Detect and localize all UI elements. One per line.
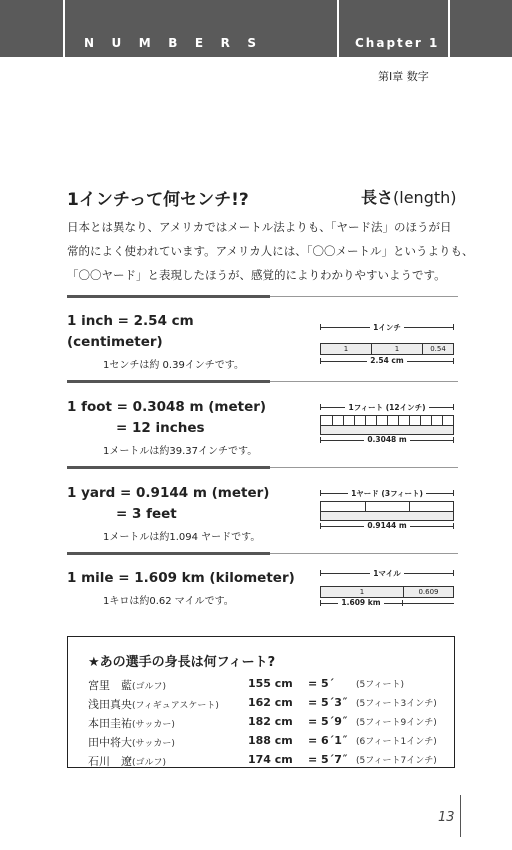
- diagram-top-label: 1マイル: [320, 568, 454, 579]
- foot-note: 1メートルは約39.37インチです。: [103, 446, 258, 457]
- mile-diagram: [320, 566, 454, 616]
- yard-equation: 1 yard = 0.9144 m (meter): [67, 485, 270, 501]
- ruler-tick: [387, 416, 388, 425]
- yard-note: 1メートルは約1.094 ヤードです。: [103, 532, 261, 543]
- header-divider: [63, 0, 65, 57]
- ruler-tick: [409, 416, 410, 425]
- athlete-sport: (フィギュアスケート): [132, 701, 219, 711]
- ruler-tick: [365, 502, 366, 511]
- section-divider-thick: [67, 380, 270, 383]
- topic-title: [361, 185, 457, 208]
- header-divider: [448, 0, 450, 57]
- scale-cell: 1: [343, 345, 349, 353]
- chapter-header-bar: [0, 0, 512, 57]
- diagram-scale-box: [320, 511, 454, 521]
- height-feet-jp: (5フィート7インチ): [356, 756, 437, 766]
- athlete-sport: (ゴルフ): [132, 758, 167, 768]
- height-cm: 174 cm: [248, 753, 293, 766]
- foot-equation: 1 foot = 0.3048 m (meter): [67, 399, 267, 415]
- header-divider: [337, 0, 339, 57]
- topic-title-main: 長さ: [361, 188, 394, 207]
- list-item: [88, 696, 448, 714]
- diagram-bottom-label: 2.54 cm: [320, 356, 454, 365]
- section-divider-thick: [67, 466, 270, 469]
- height-feet-jp: (5フィート9インチ): [356, 718, 437, 728]
- section-divider-thin: [270, 381, 458, 382]
- diagram-top-label: 1ヤード (3フィート): [320, 488, 454, 499]
- mile-note: 1キロは約0.62 マイルです。: [103, 596, 234, 607]
- diagram-top-label: 1インチ: [320, 322, 454, 333]
- diagram-tick: [402, 600, 403, 606]
- inch-equation: 1 inch = 2.54 cm: [67, 313, 194, 329]
- list-item: [88, 753, 448, 771]
- height-cm: 162 cm: [248, 696, 293, 709]
- ruler-tick: [442, 416, 443, 425]
- inch-equation-unit: (centimeter): [67, 334, 163, 350]
- yard-equation-feet: = 3 feet: [116, 506, 177, 522]
- athlete-sport: (サッカー): [132, 739, 175, 749]
- height-feet-jp: (5フィート): [356, 680, 405, 690]
- section-title: NUMBERS: [84, 36, 274, 50]
- inch-diagram: [320, 320, 454, 370]
- diagram-scale-box: [320, 425, 454, 435]
- mile-equation: 1 mile = 1.609 km (kilometer): [67, 570, 295, 586]
- section-divider-thin: [270, 467, 458, 468]
- intro-line: 日本とは異なり、アメリカではメートル法よりも、「ヤード法」のほうが日: [67, 220, 452, 234]
- diagram-bottom-label: 0.9144 m: [320, 521, 454, 530]
- height-feet-jp: (5フィート3インチ): [356, 699, 437, 709]
- list-item: [88, 677, 448, 695]
- athlete-name: 浅田真央(フィギュアスケート): [88, 698, 219, 711]
- section-divider-thick: [67, 295, 270, 298]
- intro-line: 常的によく使われています。アメリカ人には、「〇〇メートル」というよりも、: [67, 244, 474, 258]
- diagram-top-label: 1フィート (12インチ): [320, 402, 454, 413]
- chapter-label: Chapter 1: [355, 36, 440, 50]
- athlete-name: 石川 遼(ゴルフ): [88, 755, 167, 768]
- ruler-tick: [354, 416, 355, 425]
- diagram-scale-box: [320, 343, 454, 355]
- diagram-bottom-label: 1.609 km: [320, 598, 402, 607]
- diagram-bottom-label: 0.3048 m: [320, 435, 454, 444]
- athlete-sport: (サッカー): [132, 720, 175, 730]
- height-feet-jp: (6フィート1インチ): [356, 737, 437, 747]
- section-divider-thin: [270, 296, 458, 297]
- page-title: 1インチって何センチ!?: [67, 190, 249, 210]
- chapter-label-jp: 第Ⅰ章 数字: [378, 70, 429, 83]
- height-cm: 155 cm: [248, 677, 293, 690]
- height-feet: = 5´9˝: [308, 715, 348, 728]
- height-feet: = 5´7˝: [308, 753, 348, 766]
- scale-cell: 1: [359, 588, 365, 596]
- athlete-height-box: [67, 636, 455, 768]
- page-number: 13: [438, 810, 455, 825]
- intro-paragraph: [67, 215, 474, 287]
- height-cm: 188 cm: [248, 734, 293, 747]
- diagram-scale-box: [320, 586, 454, 598]
- scale-cell: 1: [394, 345, 400, 353]
- ruler-tick: [376, 416, 377, 425]
- ruler-tick: [398, 416, 399, 425]
- list-item: [88, 715, 448, 733]
- height-feet: = 5´: [308, 677, 335, 690]
- section-divider-thick: [67, 552, 270, 555]
- foot-equation-inches: = 12 inches: [116, 420, 205, 436]
- section-divider-thin: [270, 553, 458, 554]
- page-number-bar: [460, 795, 461, 837]
- list-item: [88, 734, 448, 752]
- box-title: ★あの選手の身長は何フィート?: [88, 655, 276, 670]
- ruler-tick: [365, 416, 366, 425]
- ruler-tick: [332, 416, 333, 425]
- height-feet: = 6´1˝: [308, 734, 348, 747]
- scale-cell: 0.54: [430, 345, 446, 353]
- athlete-name: 本田圭祐(サッカー): [88, 717, 175, 730]
- ruler-tick: [431, 416, 432, 425]
- inch-note: 1センチは約 0.39インチです。: [103, 360, 245, 371]
- ruler-tick: [409, 502, 410, 511]
- height-feet: = 5´3˝: [308, 696, 348, 709]
- athlete-sport: (ゴルフ): [132, 682, 167, 692]
- scale-cell: 0.609: [418, 588, 439, 596]
- height-cm: 182 cm: [248, 715, 293, 728]
- athlete-name: 宮里 藍(ゴルフ): [88, 679, 167, 692]
- intro-line: 「〇〇ヤード」と表現したほうが、感覚的によりわかりやすいようです。: [67, 268, 446, 282]
- foot-diagram: [320, 400, 454, 450]
- athlete-name: 田中将大(サッカー): [88, 736, 175, 749]
- ruler-tick: [420, 416, 421, 425]
- yard-diagram: [320, 486, 454, 536]
- topic-title-paren: (length): [393, 188, 457, 207]
- ruler-tick: [343, 416, 344, 425]
